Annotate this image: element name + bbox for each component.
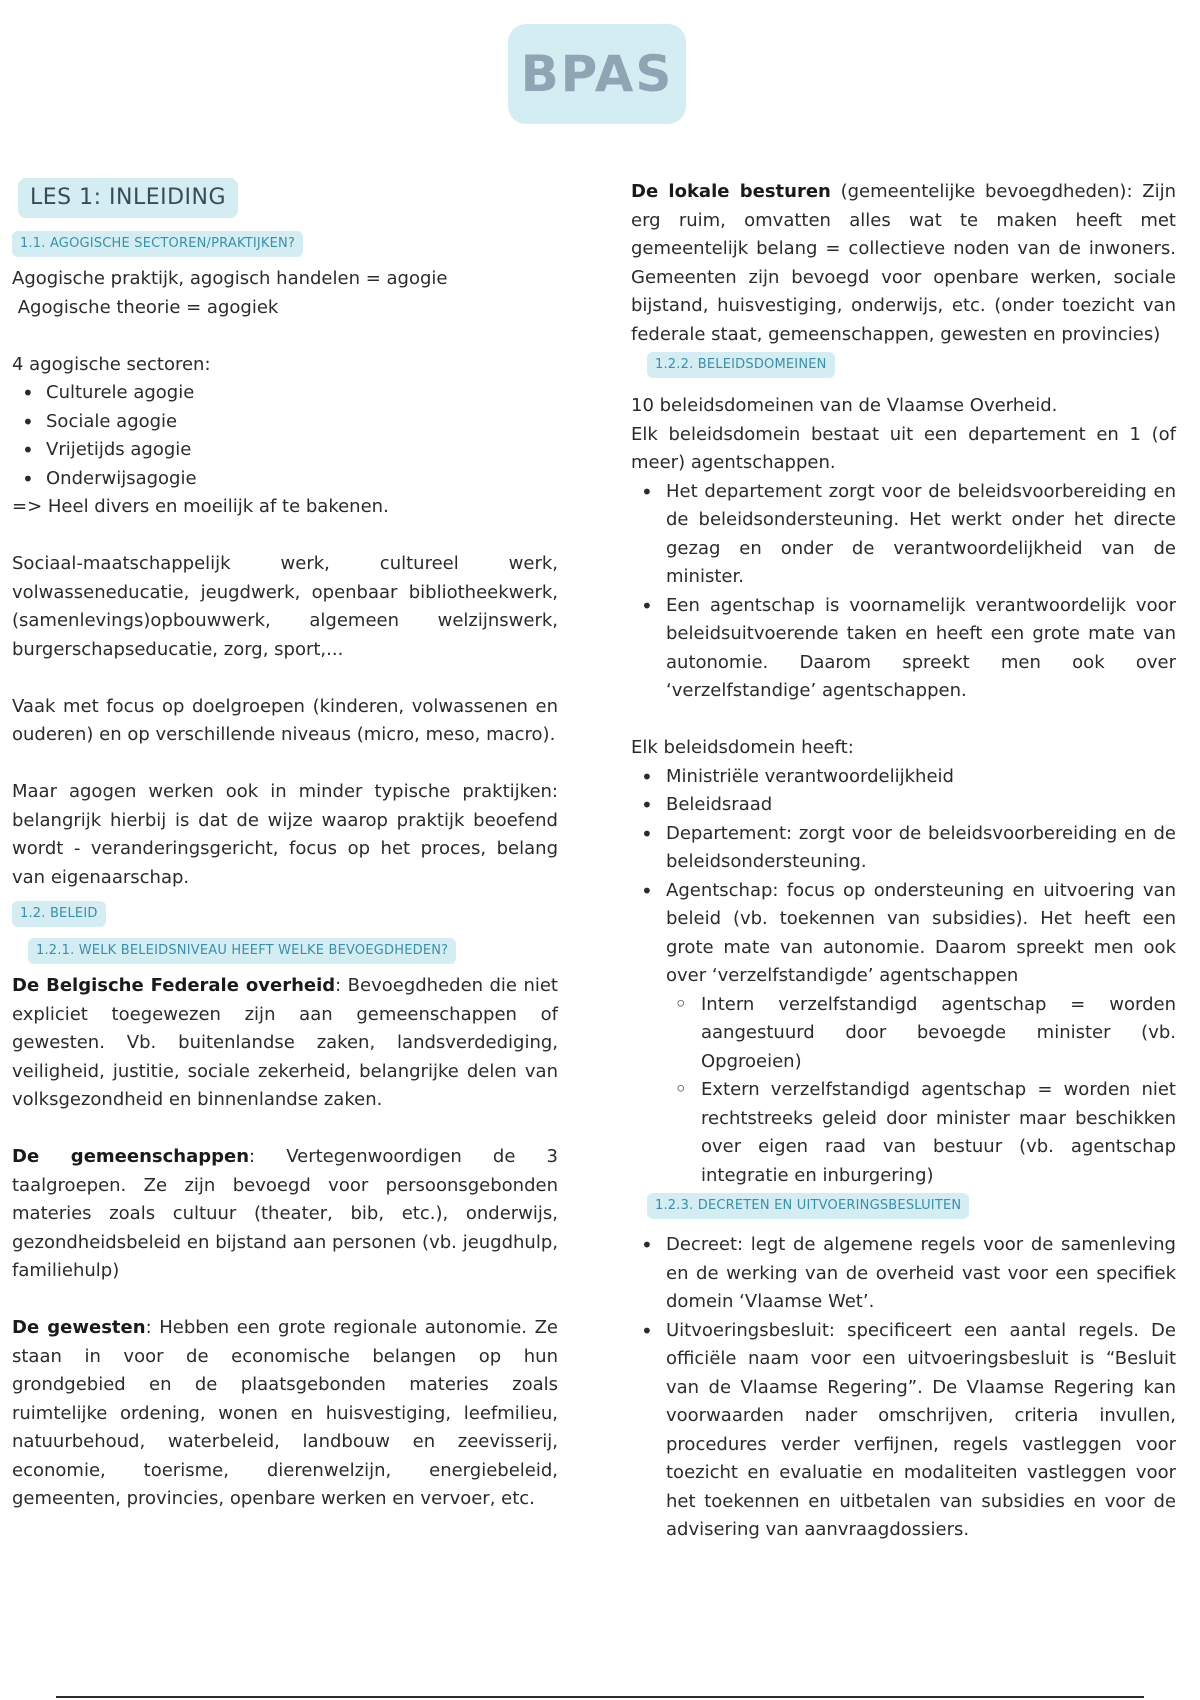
- departement-list: [631, 478, 1176, 706]
- gewesten-term: De gewesten: [12, 1317, 146, 1338]
- decreten-list: [631, 1231, 1176, 1545]
- lokale-term: De lokale besturen: [631, 181, 831, 202]
- list-item: • Ministriële verantwoordelijkheid: [631, 763, 1176, 792]
- federaal-text: : Bevoegdheden die niet expliciet toegewezen zijn aan gemeenschappen of gewesten. Vb. buitenlandse zaken, landsverdediging, veiligheid, justitie, sociale zekerheid, belangrijke delen van volksgezondheid en binnenlandse zaken.: [12, 975, 558, 1110]
- gemeenschappen-term: De gemeenschappen: [12, 1146, 250, 1167]
- list-item: • Onderwijsagogie: [12, 465, 558, 494]
- section-heading-1-1: 1.1. AGOGISCHE SECTOREN/PRAKTIJKEN?: [12, 231, 303, 257]
- list-item: • Vrijetijds agogie: [12, 436, 558, 465]
- werkvormen-paragraph: Sociaal-maatschappelijk werk, cultureel werk, volwasseneducatie, jeugdwerk, openbaar bibliotheekwerk, (samenlevings)opbouwwerk, algemeen welzijnswerk, burgerschapseducatie, zorg, sport,...: [12, 553, 558, 660]
- list-item: ◦ Extern verzelfstandigd agentschap = worden niet rechtstreeks geleid door minister maar beschikken over eigen raad van bestuur (vb. agentschap integratie en inburgering): [631, 1076, 1176, 1190]
- section-heading-1-2-2: 1.2.2. BELEIDSDOMEINEN: [647, 352, 835, 378]
- focus-paragraph: Vaak met focus op doelgroepen (kinderen, volwassenen en ouderen) en op verschillende niveaus (micro, meso, macro).: [12, 695, 558, 745]
- list-item: • Een agentschap is voornamelijk verantwoordelijk voor beleidsuitvoerende taken en heeft een grote mate van autonomie. Daarom spreekt men ook over ‘verzelfstandige’ agentschappen.: [631, 592, 1176, 706]
- right-column: [631, 178, 1176, 1545]
- list-item: • Agentschap: focus op ondersteuning en uitvoering van beleid (vb. toekennen van subsidies). Het heeft een grote mate van autonomie. Daarom spreekt men ook over ‘verzelfstandigde’ agentschappen: [631, 877, 1176, 991]
- sectoren-intro: 4 agogische sectoren:: [12, 353, 211, 375]
- gemeenschappen-paragraph: [12, 1143, 558, 1286]
- list-item: • Beleidsraad: [631, 791, 1176, 820]
- heeft-intro: Elk beleidsdomein heeft:: [631, 737, 854, 758]
- section-heading-1-2-1: 1.2.1. WELK BELEIDSNIVEAU HEEFT WELKE BEVOEGDHEDEN?: [28, 938, 456, 964]
- gewesten-text: : Hebben een grote regionale autonomie. Ze staan in voor de economische belangen op hun grondgebied en de plaatsgebonden materies zoals ruimtelijke ordening, wonen en huisvestiging, leefmilieu, natuurbehoud, waterbeleid, landbouw en zeevisserij, economie, toerisme, dierenwelzijn, energiebeleid, gemeenten, provincies, openbare werken en vervoer, etc.: [12, 1317, 559, 1509]
- list-item: • Decreet: legt de algemene regels voor de samenleving en de werking van de overheid vast voor een specifiek domein ‘Vlaamse Wet’.: [631, 1231, 1176, 1317]
- agogiek-line: Agogische theorie = agogiek: [12, 296, 279, 318]
- gewesten-paragraph: [12, 1314, 558, 1514]
- list-item: • Het departement zorgt voor de beleidsvoorbereiding en de beleidsondersteuning. Het werkt onder het directe gezag en onder de verantwoordelijkheid van de minister.: [631, 478, 1176, 592]
- federaal-paragraph: [12, 972, 558, 1115]
- list-item: ◦ Intern verzelfstandigd agentschap = worden aangestuurd door bevoegde minister (vb. Opgroeien): [631, 991, 1176, 1077]
- agentschap-sublist: [631, 991, 1176, 1191]
- lesson-title: LES 1: INLEIDING: [18, 178, 238, 218]
- lokale-paragraph: [631, 178, 1176, 349]
- section-heading-1-2-3: 1.2.3. DECRETEN EN UITVOERINGSBESLUITEN: [647, 1193, 969, 1219]
- domeinen-paragraph: Elk beleidsdomein bestaat uit een departement en 1 (of meer) agentschappen.: [631, 423, 1176, 473]
- federaal-term: De Belgische Federale overheid: [12, 975, 336, 996]
- domeinen-line: 10 beleidsdomeinen van de Vlaamse Overheid.: [631, 395, 1058, 416]
- list-item: • Sociale agogie: [12, 408, 558, 437]
- left-column: [12, 178, 558, 1514]
- footer-divider: [56, 1696, 1144, 1698]
- section-heading-1-2: 1.2. BELEID: [12, 901, 106, 927]
- logo: [508, 24, 686, 124]
- list-item: • Departement: zorgt voor de beleidsvoorbereiding en de beleidsondersteuning.: [631, 820, 1176, 877]
- list-item: • Culturele agogie: [12, 379, 558, 408]
- lokale-text: (gemeentelijke bevoegdheden): Zijn erg ruim, omvatten alles wat te maken heeft met gemeentelijk belang = collectieve noden van de inwoners. Gemeenten zijn bevoegd voor openbare werken, sociale bijstand, huisvestiging, onderwijs, etc. (onder toezicht van federale staat, gemeenschappen, gewesten en provincies): [631, 181, 1176, 345]
- sectoren-list: [12, 379, 558, 493]
- sectoren-conclusion: => Heel divers en moeilijk af te bakenen.: [12, 496, 389, 517]
- agogie-line: Agogische praktijk, agogisch handelen = agogie: [12, 268, 448, 289]
- heeft-list: [631, 763, 1176, 991]
- gemeenschappen-text: : Vertegenwoordigen de 3 taalgroepen. Ze zijn bevoegd voor persoonsgebonden materies zoals cultuur (theater, bib, etc.), onderwijs, gezondheidsbeleid en bijstand aan personen (vb. jeugdhulp, familiehulp): [12, 1146, 558, 1281]
- logo-text: BPAS: [520, 44, 674, 103]
- list-item: • Uitvoeringsbesluit: specificeert een aantal regels. De officiële naam voor een uitvoeringsbesluit is “Besluit van de Vlaamse Regering”. De Vlaamse Regering kan voorwaarden nader omschrijven, criteria invullen, procedures verder verfijnen, regels vastleggen voor toezicht en evaluatie en modaliteiten vastleggen voor het toekennen en uitbetalen van subsidies en voor de advisering van aanvraagdossiers.: [631, 1317, 1176, 1545]
- minder-typisch-paragraph: Maar agogen werken ook in minder typische praktijken: belangrijk hierbij is dat de wijze waarop praktijk beoefend wordt - veranderingsgericht, focus op het proces, belang van eigenaarschap.: [12, 781, 558, 888]
